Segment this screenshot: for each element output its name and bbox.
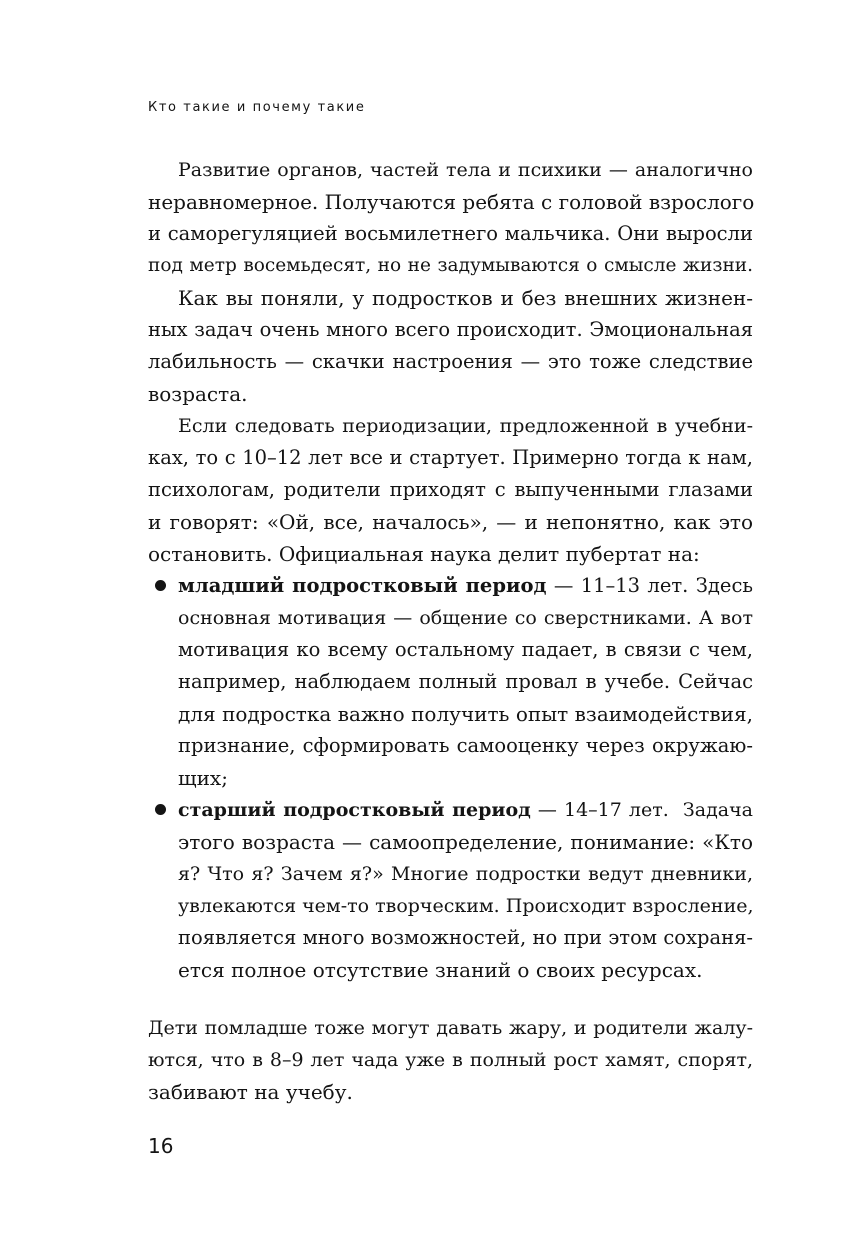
bullet-2-term: старший подростковый период bbox=[178, 799, 531, 821]
closing-line-3: забивают на учебу. bbox=[148, 1080, 353, 1104]
page-number: 16 bbox=[148, 1134, 174, 1158]
paragraph-3-line-1: Если следовать периодизации, предложенной в учебни- bbox=[178, 415, 753, 437]
paragraph-3-line-5: остановить. Официальная наука делит пубертат на: bbox=[148, 542, 700, 566]
bullet-1-line-1 bbox=[178, 574, 753, 598]
closing-line-1: Дети помладше тоже могут давать жару, и родители жалу- bbox=[148, 1017, 753, 1039]
closing-line-2: ются, что в 8–9 лет чада уже в полный рост хамят, спорят, bbox=[148, 1049, 753, 1071]
bullet-2-line-6: ется полное отсутствие знаний о своих ресурсах. bbox=[178, 958, 703, 982]
bullet-2-first-rest: — 14–17 лет. Задача bbox=[530, 799, 753, 821]
paragraph-3-line-2: ках, то с 10–12 лет все и стартует. Примерно тогда к нам, bbox=[148, 446, 753, 469]
bullet-2-line-4: увлекаются чем-то творческим. Происходит взросление, bbox=[178, 895, 754, 917]
bullet-1-line-6: признание, сформировать самооценку через окружаю- bbox=[178, 734, 753, 757]
paragraph-3-line-3: психологам, родители приходят с выпученными глазами bbox=[148, 478, 753, 501]
paragraph-2-line-2: ных задач очень много всего происходит. Эмоциональная bbox=[148, 318, 753, 341]
bullet-1-line-5: для подростка важно получить опыт взаимодействия, bbox=[178, 702, 753, 726]
bullet-marker bbox=[155, 580, 166, 591]
paragraph-1-line-2: неравномерное. Получаются ребята с головой взрослого bbox=[148, 190, 755, 214]
bullet-1-line-4: например, наблюдаем полный провал в учебе. Сейчас bbox=[178, 670, 753, 693]
bullet-2-line-1 bbox=[178, 798, 753, 822]
bullet-2-line-2: этого возраста — самоопределение, понимание: «Кто bbox=[178, 830, 753, 854]
paragraph-1-line-1: Развитие органов, частей тела и психики — аналогично bbox=[178, 159, 753, 181]
paragraph-1-line-3: и саморегуляцией восьмилетнего мальчика. Они выросли bbox=[148, 222, 753, 245]
bullet-1-line-2: основная мотивация — общение со сверстниками. А вот bbox=[178, 607, 753, 629]
bullet-marker bbox=[155, 804, 166, 815]
paragraph-2-line-1: Как вы поняли, у подростков и без внешних жизнен- bbox=[178, 286, 753, 310]
bullet-2-line-3: я? Что я? Зачем я?» Многие подростки ведут дневники, bbox=[178, 863, 753, 885]
bullet-1-first-rest: — 11–13 лет. Здесь bbox=[546, 574, 753, 597]
paragraph-1-line-4: под метр восемьдесят, но не задумываются о смысле жизни. bbox=[148, 255, 753, 276]
bullet-1-line-7: щих; bbox=[178, 766, 228, 790]
bullet-1-line-3: мотивация ко всему остальному падает, в связи с чем, bbox=[178, 638, 753, 661]
paragraph-2-line-3: лабильность — скачки настроения — это тоже следствие bbox=[148, 350, 753, 373]
bullet-1-term: младший подростковый период bbox=[178, 574, 547, 597]
bullet-2-line-5: появляется много возможностей, но при этом сохраня- bbox=[178, 926, 753, 949]
paragraph-3-line-4: и говорят: «Ой, все, началось», — и непонятно, как это bbox=[148, 510, 753, 534]
paragraph-2-line-4: возраста. bbox=[148, 382, 248, 406]
running-head: Кто такие и почему такие bbox=[148, 100, 366, 115]
